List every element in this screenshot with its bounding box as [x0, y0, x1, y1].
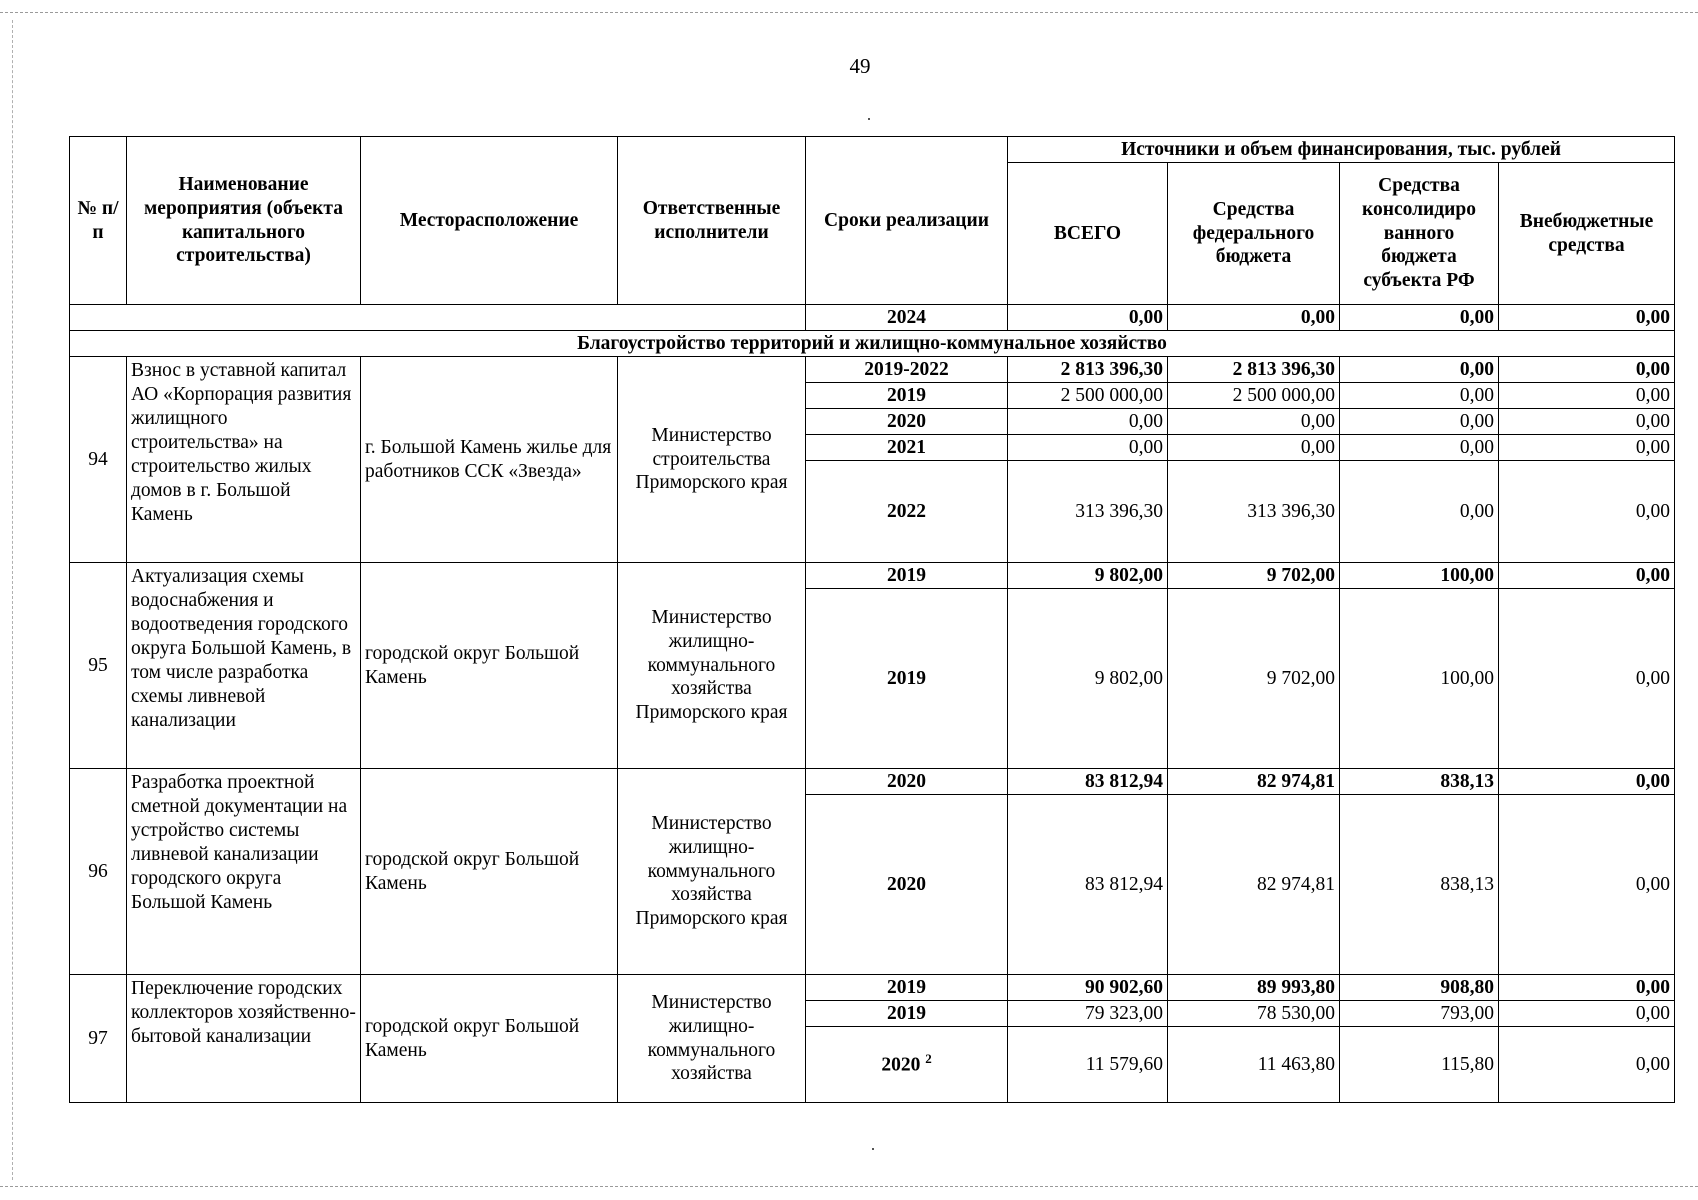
scan-edge-bottom	[0, 1186, 1698, 1187]
cell-num: 96	[70, 769, 127, 975]
cell-federal: 82 974,81	[1168, 769, 1340, 795]
cell-federal: 89 993,80	[1168, 975, 1340, 1001]
scan-edge-left	[12, 20, 13, 1180]
cell-extra: 0,00	[1499, 1001, 1675, 1027]
cell-total: 0,00	[1008, 305, 1168, 331]
cell-total: 0,00	[1008, 435, 1168, 461]
cell-total: 79 323,00	[1008, 1001, 1168, 1027]
cell-consolidated: 0,00	[1340, 357, 1499, 383]
cell-federal: 78 530,00	[1168, 1001, 1340, 1027]
cell-extra: 0,00	[1499, 383, 1675, 409]
scan-speck	[868, 118, 870, 120]
cell-location: городской округ Большой Камень	[361, 769, 618, 975]
cell-consolidated: 100,00	[1340, 589, 1499, 769]
cell-total: 9 802,00	[1008, 589, 1168, 769]
cell-consolidated: 908,80	[1340, 975, 1499, 1001]
cell-federal: 11 463,80	[1168, 1027, 1340, 1103]
section-row	[70, 331, 1675, 357]
cell-year: 2020	[806, 409, 1008, 435]
cell-name: Разработка проектной сметной документации на устройство системы ливневой канализации городского округа Большой Камень	[127, 769, 361, 975]
cell-federal: 0,00	[1168, 409, 1340, 435]
cell-name: Актуализация схемы водоснабжения и водоотведения городского округа Большой Камень, в том числе разработка схемы ливневой канализации	[127, 563, 361, 769]
cell-consolidated: 793,00	[1340, 1001, 1499, 1027]
scan-edge-top	[0, 12, 1698, 13]
header-funding-group: Источники и объем финансирования, тыс. рублей	[1008, 137, 1675, 163]
cell-year: 2019-2022	[806, 357, 1008, 383]
table-row	[70, 563, 1675, 589]
cell-total: 313 396,30	[1008, 461, 1168, 563]
cell-total: 90 902,60	[1008, 975, 1168, 1001]
cell-location: городской округ Большой Камень	[361, 563, 618, 769]
cell-responsible: Министерство жилищно-коммунального хозяйства Приморского края	[618, 563, 806, 769]
cell-total: 83 812,94	[1008, 769, 1168, 795]
cell-num: 94	[70, 357, 127, 563]
cell-total: 2 500 000,00	[1008, 383, 1168, 409]
page-number: 49	[849, 54, 871, 78]
cell-federal: 0,00	[1168, 435, 1340, 461]
cell-consolidated: 838,13	[1340, 795, 1499, 975]
cell-total: 9 802,00	[1008, 563, 1168, 589]
cell-responsible: Министерство жилищно-коммунального хозяйства	[618, 975, 806, 1103]
cell-extra: 0,00	[1499, 769, 1675, 795]
cell-consolidated: 0,00	[1340, 461, 1499, 563]
cell-name: Взнос в уставной капитал АО «Корпорация развития жилищного строительства» на строительство жилых домов в г. Большой Камень	[127, 357, 361, 563]
financing-table	[69, 136, 1675, 1103]
cell-total: 0,00	[1008, 409, 1168, 435]
cell-extra: 0,00	[1499, 409, 1675, 435]
cell-year: 2019	[806, 589, 1008, 769]
cell-consolidated: 0,00	[1340, 305, 1499, 331]
cell-total: 2 813 396,30	[1008, 357, 1168, 383]
header-period: Сроки реализации	[806, 137, 1008, 305]
carry-row-blank	[70, 305, 806, 331]
header-location: Месторасположение	[361, 137, 618, 305]
cell-year: 2019	[806, 1001, 1008, 1027]
cell-total: 11 579,60	[1008, 1027, 1168, 1103]
cell-extra: 0,00	[1499, 435, 1675, 461]
cell-extra: 0,00	[1499, 975, 1675, 1001]
cell-location: городской округ Большой Камень	[361, 975, 618, 1103]
cell-year: 2020	[806, 795, 1008, 975]
cell-consolidated: 0,00	[1340, 383, 1499, 409]
cell-consolidated: 838,13	[1340, 769, 1499, 795]
table-row	[70, 975, 1675, 1001]
cell-num: 97	[70, 975, 127, 1103]
header-consolidated: Средства консолидиро ванного бюджета субъекта РФ	[1340, 163, 1499, 305]
table-row	[70, 305, 1675, 331]
cell-year	[806, 1027, 1008, 1103]
cell-extra: 0,00	[1499, 357, 1675, 383]
cell-federal: 2 500 000,00	[1168, 383, 1340, 409]
header-federal: Средства федерального бюджета	[1168, 163, 1340, 305]
footnote-mark: 2	[925, 1051, 932, 1067]
header-name: Наименование мероприятия (объекта капитального строительства)	[127, 137, 361, 305]
cell-federal: 313 396,30	[1168, 461, 1340, 563]
cell-year: 2024	[806, 305, 1008, 331]
scan-speck	[872, 1148, 874, 1150]
cell-responsible: Министерство жилищно-коммунального хозяйства Приморского края	[618, 769, 806, 975]
cell-year: 2022	[806, 461, 1008, 563]
table-row	[70, 769, 1675, 795]
cell-federal: 9 702,00	[1168, 563, 1340, 589]
cell-federal: 82 974,81	[1168, 795, 1340, 975]
cell-extra: 0,00	[1499, 461, 1675, 563]
cell-consolidated: 0,00	[1340, 435, 1499, 461]
table-row	[70, 357, 1675, 383]
cell-year: 2019	[806, 975, 1008, 1001]
header-num: № п/п	[70, 137, 127, 305]
cell-consolidated: 115,80	[1340, 1027, 1499, 1103]
cell-location: г. Большой Камень жилье для работников ССК «Звезда»	[361, 357, 618, 563]
cell-name: Переключение городских коллекторов хозяйственно-бытовой канализации	[127, 975, 361, 1103]
cell-responsible: Министерство строительства Приморского края	[618, 357, 806, 563]
cell-federal: 9 702,00	[1168, 589, 1340, 769]
header-responsible: Ответственные исполнители	[618, 137, 806, 305]
cell-consolidated: 100,00	[1340, 563, 1499, 589]
cell-year: 2020	[806, 769, 1008, 795]
cell-year: 2019	[806, 383, 1008, 409]
cell-federal: 0,00	[1168, 305, 1340, 331]
cell-extra: 0,00	[1499, 589, 1675, 769]
cell-num: 95	[70, 563, 127, 769]
cell-year-value: 2020	[881, 1054, 921, 1076]
cell-extra: 0,00	[1499, 563, 1675, 589]
cell-extra: 0,00	[1499, 305, 1675, 331]
cell-extra: 0,00	[1499, 1027, 1675, 1103]
cell-year: 2021	[806, 435, 1008, 461]
cell-total: 83 812,94	[1008, 795, 1168, 975]
cell-federal: 2 813 396,30	[1168, 357, 1340, 383]
cell-year: 2019	[806, 563, 1008, 589]
cell-extra: 0,00	[1499, 795, 1675, 975]
cell-consolidated: 0,00	[1340, 409, 1499, 435]
header-extra: Внебюджетные средства	[1499, 163, 1675, 305]
section-title: Благоустройство территорий и жилищно-коммунальное хозяйство	[70, 331, 1675, 357]
header-total: ВСЕГО	[1008, 163, 1168, 305]
